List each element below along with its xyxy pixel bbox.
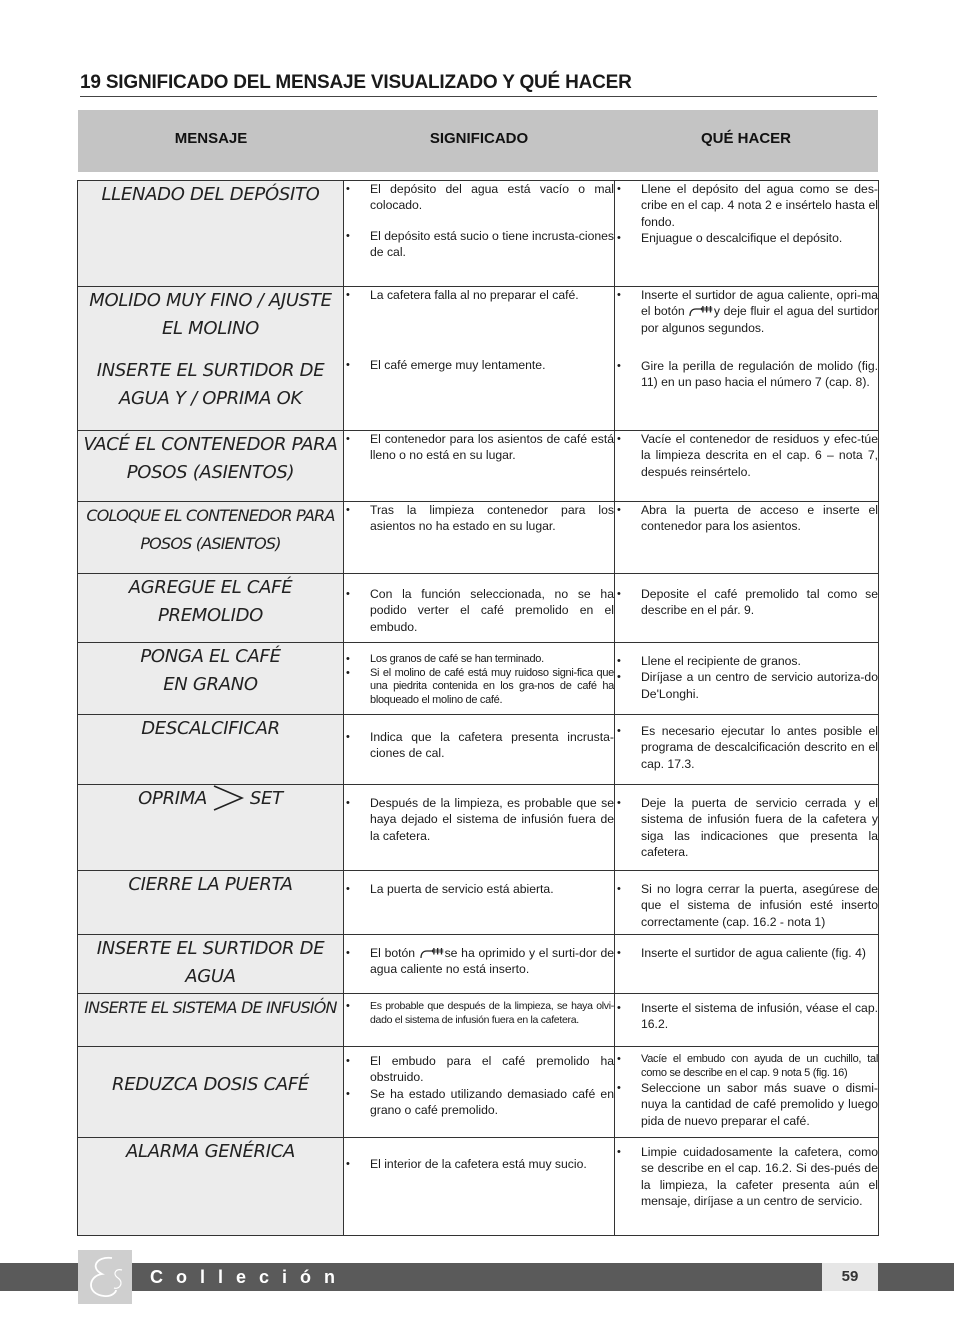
chevron-right-icon (212, 785, 244, 811)
table-row (78, 1047, 879, 1138)
list-item: • El embudo para el café premolido ha obstruido. (344, 1053, 614, 1086)
display-word: SET (249, 788, 283, 809)
que-hacer-cell (615, 715, 879, 785)
footer-bar (0, 1263, 954, 1291)
list-item (615, 287, 878, 336)
messages-table (77, 180, 879, 1236)
list-item: • Deje la puerta de servicio cerrada y el sistema de infusión fuera de la cafetera y siga las indicaciones que presenta la cafetera. (615, 795, 878, 860)
display-message: ALARMA GENÉRICA (125, 1141, 296, 1162)
svg-text:ǂǂǂ: ǂǂǂ (431, 947, 444, 955)
section-title: 19 SIGNIFICADO DEL MENSAJE VISUALIZADO Y QUÉ HACER (80, 72, 877, 97)
list-item: • El contenedor para los asientos de café está lleno o no está en su lugar. (344, 431, 614, 464)
display-message: LLENADO DEL DEPÓSITO (101, 184, 320, 205)
que-hacer-cell (615, 502, 879, 574)
display-message: VACÉ EL CONTENEDOR PARA POSOS (ASIENTOS) (83, 434, 338, 483)
list-item: • Diríjase a un centro de servicio autoriza-do De'Longhi. (615, 669, 878, 702)
list-item: • Es necesario ejecutar lo antes posible el programa de descalcificación descrito en el cap. 17.3. (615, 723, 878, 772)
instruction-text: y deje fluir el agua del surtidor por algunos segundos. (641, 304, 878, 335)
que-hacer-cell (615, 871, 879, 935)
significado-cell (344, 287, 615, 431)
header-mensaje: MENSAJE (174, 130, 248, 147)
table-row (78, 431, 879, 502)
display-message: CIERRE LA PUERTA (128, 874, 293, 895)
table-row (78, 643, 879, 715)
table-row (78, 994, 879, 1047)
list-item: • Si no logra cerrar la puerta, asegúrese de que el sistema de infusión esté inserto correctamente (cap. 16.2 - nota 1) (615, 881, 878, 930)
que-hacer-cell (615, 431, 879, 502)
significado-cell (344, 785, 615, 871)
significado-cell (344, 181, 615, 287)
list-item: • El interior de la cafetera está muy sucio. (344, 1156, 614, 1172)
message-cell (78, 431, 344, 502)
list-item: • Limpie cuidadosamente la cafetera, como se describe en el cap. 16.2. Si des-pués de la limpieza, la cafeter presenta aún el mensaje, diríjase a un centro de servicio. (615, 1144, 878, 1209)
display-word: OPRIMA (138, 788, 208, 809)
significado-cell (344, 431, 615, 502)
table-row (78, 871, 879, 935)
significado-cell (344, 643, 615, 715)
message-cell (78, 994, 344, 1047)
instruction-text: Inserte el surtidor de agua caliente, opri-ma el botón (641, 288, 878, 319)
message-cell (78, 1138, 344, 1236)
list-item: • Deposite el café premolido tal como se describe en el pár. 9. (615, 586, 878, 619)
list-item: • Llene el recipiente de granos. (615, 653, 878, 669)
list-item: • Inserte el sistema de infusión, véase el cap. 16.2. (615, 1000, 878, 1033)
list-item: • Vacíe el embudo con ayuda de un cuchillo, tal como se describe en el cap. 9 nota 5 (fig. 16) (615, 1053, 878, 1080)
display-message: DESCALCIFICAR (141, 718, 280, 739)
list-item: • Después de la limpieza, es probable que se haya dejado el sistema de infusión fuera de la cafetera. (344, 795, 614, 844)
table-row (78, 785, 879, 871)
display-message: PONGA EL CAFÉ EN GRANO (140, 646, 281, 695)
significado-cell (344, 502, 615, 574)
list-item: • Seleccione un sabor más suave o dismi-nuya la cantidad de café premolido y luego pida de nuevo preparar el café. (615, 1080, 878, 1129)
message-cell (78, 1047, 344, 1138)
significado-cell (344, 871, 615, 935)
display-message: AGREGUE EL CAFÉ PREMOLIDO (128, 577, 293, 626)
page-number: 59 (841, 1268, 859, 1285)
significado-cell (344, 715, 615, 785)
table-row (78, 502, 879, 574)
table-row (78, 935, 879, 994)
header-que-hacer: QUÉ HACER (700, 130, 791, 147)
message-cell (78, 715, 344, 785)
significado-cell (344, 1047, 615, 1138)
list-item: • Tras la limpieza contenedor para los asientos no ha estado en su lugar. (344, 502, 614, 535)
footer-brand: Colleción (150, 1267, 349, 1287)
list-item: • Se ha estado utilizando demasiado café en grano o café premolido. (344, 1086, 614, 1119)
que-hacer-cell (615, 785, 879, 871)
display-message: MOLIDO MUY FINO / AJUSTE EL MOLINO (89, 290, 332, 339)
list-item: • Gire la perilla de regulación de molido (fig. 11) en un paso hacia el número 7 (cap. 8). (615, 358, 878, 391)
message-cell (78, 785, 344, 871)
display-message: INSERTE EL SISTEMA DE INFUSIÓN (84, 998, 337, 1017)
table-header (78, 110, 878, 172)
list-item: • Llene el depósito del agua como se des-cribe en el cap. 4 nota 2 e insértelo hasta el fondo. (615, 181, 878, 230)
que-hacer-cell (615, 1047, 879, 1138)
es-monogram-icon (78, 1250, 132, 1304)
que-hacer-cell (615, 287, 879, 431)
que-hacer-cell (615, 1138, 879, 1236)
list-item: • El café emerge muy lentamente. (344, 357, 614, 373)
message-cell (78, 871, 344, 935)
message-cell (78, 643, 344, 715)
display-message: INSERTE EL SURTIDOR DE AGUA Y / OPRIMA OK (96, 360, 325, 409)
steam-button-icon (419, 945, 444, 959)
table-row (78, 287, 879, 431)
significado-cell (344, 574, 615, 643)
list-item: • Los granos de café se han terminado. (344, 653, 614, 667)
que-hacer-cell (615, 643, 879, 715)
list-item: • Inserte el surtidor de agua caliente (fig. 4) (615, 945, 878, 961)
list-item: • Enjuague o descalcifique el depósito. (615, 230, 878, 246)
table-row (78, 181, 879, 287)
svg-text:ǂǂǂ: ǂǂǂ (701, 305, 713, 314)
list-item: • El depósito está sucio o tiene incrusta-ciones de cal. (344, 228, 614, 261)
display-message: COLOQUE EL CONTENEDOR PARA POSOS (ASIENTOS) (86, 506, 335, 553)
significado-cell (344, 935, 615, 994)
meaning-text: se ha oprimido y el surti-dor de agua caliente no está inserto. (370, 946, 614, 977)
steam-button-icon (688, 303, 713, 317)
significado-cell (344, 1138, 615, 1236)
list-item: • Vacíe el contenedor de residuos y efec-túe la limpieza descrita en el cap. 6 – nota 7, después reinsértelo. (615, 431, 878, 480)
table-row (78, 1138, 879, 1236)
message-cell (78, 502, 344, 574)
meaning-text: El botón (370, 946, 416, 960)
table-row (78, 574, 879, 643)
que-hacer-cell (615, 994, 879, 1047)
message-cell (78, 574, 344, 643)
list-item: • Abra la puerta de acceso e inserte el contenedor para los asientos. (615, 502, 878, 535)
message-cell (78, 181, 344, 287)
list-item: • La cafetera falla al no preparar el café. (344, 287, 614, 303)
message-cell (78, 935, 344, 994)
brand-logo (78, 1250, 132, 1304)
list-item (344, 945, 614, 978)
display-message: INSERTE EL SURTIDOR DE AGUA (96, 938, 325, 987)
display-message: REDUZCA DOSIS CAFÉ (112, 1074, 309, 1095)
que-hacer-cell (615, 181, 879, 287)
list-item: • Indica que la cafetera presenta incrusta-ciones de cal. (344, 729, 614, 762)
list-item: • El depósito del agua está vacío o mal colocado. (344, 181, 614, 214)
list-item: • Con la función seleccionada, no se ha podido verter el café premolido en el embudo. (344, 586, 614, 635)
que-hacer-cell (615, 574, 879, 643)
table-row (78, 715, 879, 785)
que-hacer-cell (615, 935, 879, 994)
message-cell (78, 287, 344, 431)
list-item: • Si el molino de café está muy ruidoso signi-fica que una piedrita contenida en los gra-nos de café ha bloqueado el molino de café. (344, 667, 614, 708)
list-item: • La puerta de servicio está abierta. (344, 881, 614, 897)
list-item: • Es probable que después de la limpieza, se haya olvi-dado el sistema de infusión fuera en la cafetera. (344, 1000, 614, 1027)
significado-cell (344, 994, 615, 1047)
display-message (78, 785, 343, 813)
header-significado: SIGNIFICADO (429, 130, 529, 147)
